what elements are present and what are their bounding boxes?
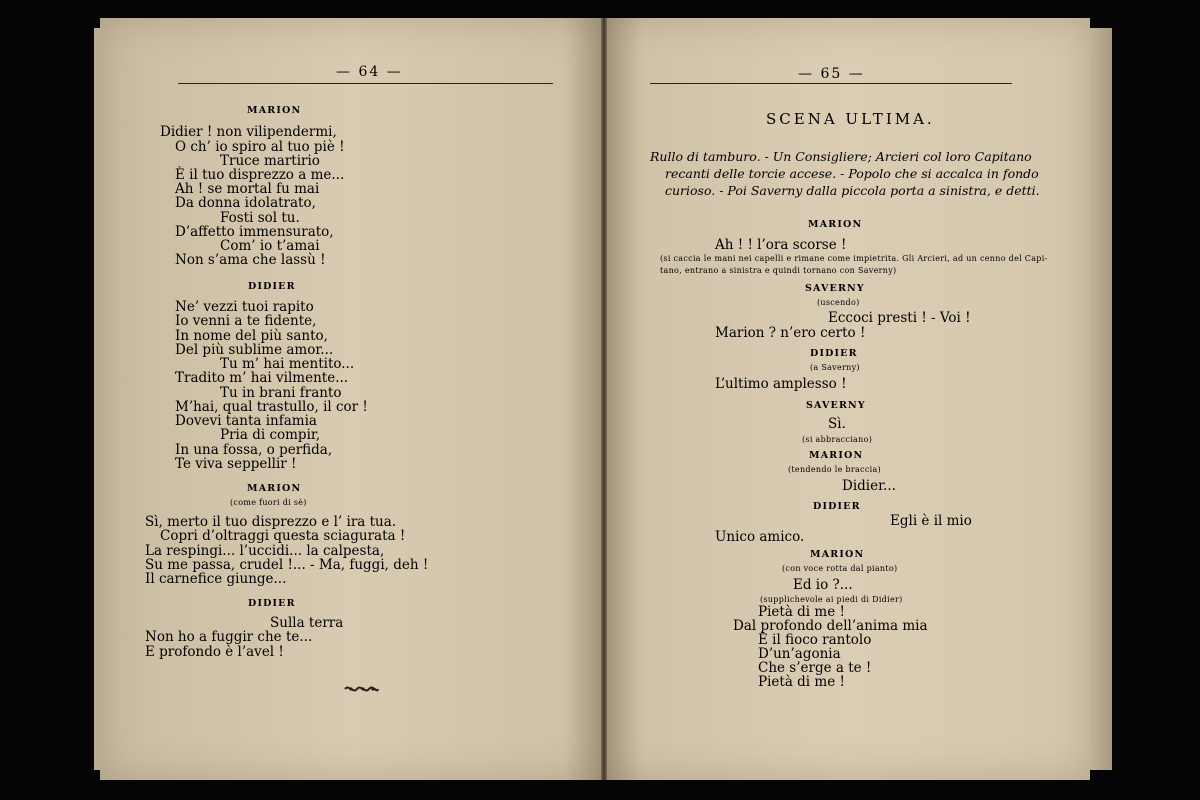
left-verse-line: Com’ io t’amai — [220, 238, 320, 254]
left-page-number: — 64 — — [336, 64, 403, 80]
left-speaker-name: MARION — [247, 483, 302, 494]
left-verse-line: D’affetto immensurato, — [175, 224, 334, 240]
left-speaker-name: DIDIER — [248, 281, 296, 292]
left-verse-line: Dovevi tanta infamia — [175, 413, 317, 429]
right-stage-direction: (a Saverny) — [810, 363, 860, 372]
left-speaker-name: MARION — [247, 105, 302, 116]
right-verse-line: Unico amico. — [715, 529, 805, 545]
left-verse-line: Fosti sol tu. — [220, 210, 300, 226]
right-verse-line: Dal profondo dell’anima mia — [733, 618, 928, 634]
ornament-icon — [343, 683, 379, 695]
left-verse-line: Tu in brani franto — [220, 385, 342, 401]
left-verse-line: Truce martirio — [220, 153, 320, 169]
right-verse-line: Didier... — [842, 478, 896, 494]
right-stage-direction: (supplichevole ai piedi di Didier) — [760, 595, 903, 604]
left-verse-line: Copri d’oltraggi questa sciagurata ! — [160, 528, 406, 544]
right-verse-line: L’ultimo amplesso ! — [715, 376, 847, 392]
right-scene-direction: Rullo di tamburo. - Un Consigliere; Arcieri col loro Capitano — [650, 149, 1032, 164]
right-speaker-name: MARION — [810, 549, 865, 560]
left-verse-line: Te viva seppellir ! — [175, 456, 297, 472]
right-page-number: — 65 — — [798, 66, 865, 82]
left-verse-line: Didier ! non vilipendermi, — [160, 124, 337, 140]
left-verse-line: M’hai, qual trastullo, il cor ! — [175, 399, 368, 415]
right-speaker-name: SAVERNY — [805, 283, 865, 294]
right-stage-direction: (tendendo le braccia) — [788, 465, 881, 474]
left-verse-line: È il tuo disprezzo a me... — [175, 167, 345, 183]
left-verse-line: Non ho a fuggir che te... — [145, 629, 313, 645]
right-stage-direction: (uscendo) — [817, 298, 860, 307]
left-verse-line: Pria di compir, — [220, 427, 321, 443]
left-verse-line: Non s’ama che lassù ! — [175, 252, 326, 268]
right-header-rule — [650, 83, 1012, 84]
right-page-edge — [1088, 28, 1112, 770]
left-verse-line: Tradito m’ hai vilmente... — [175, 370, 349, 386]
left-verse-line: Sulla terra — [270, 615, 344, 631]
right-verse-line: Eccoci presti ! - Voi ! — [828, 310, 971, 326]
right-stage-direction: (si caccia le mani nei capelli e rimane come impietrita. Gli Arcieri, ad un cenno del Capi- — [660, 254, 1048, 263]
left-stage-direction: (come fuori di sè) — [230, 498, 307, 507]
right-speaker-name: DIDIER — [813, 501, 861, 512]
left-verse-line: Tu m’ hai mentito... — [220, 356, 355, 372]
left-verse-line: Da donna idolatrato, — [175, 195, 316, 211]
left-verse-line: E profondo è l’avel ! — [145, 644, 284, 660]
right-stage-direction: (con voce rotta dal pianto) — [782, 564, 898, 573]
right-scene-direction: recanti delle torcie accese. - Popolo che si accalca in fondo — [665, 166, 1039, 181]
right-speaker-name: SAVERNY — [806, 400, 866, 411]
right-verse-line: Sì. — [828, 416, 846, 432]
right-verse-line: D’un’agonia — [758, 646, 841, 662]
left-verse-line: Su me passa, crudel !... - Ma, fuggi, deh ! — [145, 557, 429, 573]
left-verse-line: La respingi... l’uccidi... la calpesta, — [145, 543, 385, 559]
right-verse-line: Marion ? n’ero certo ! — [715, 325, 866, 341]
left-verse-line: In nome del più santo, — [175, 328, 328, 344]
right-speaker-name: MARION — [809, 450, 864, 461]
left-verse-line: Il carnefice giunge... — [145, 571, 287, 587]
left-verse-line: O ch’ io spiro al tuo piè ! — [175, 139, 345, 155]
left-verse-line: Io venni a te fidente, — [175, 313, 317, 329]
left-verse-line: Sì, merto il tuo disprezzo e l’ ira tua. — [145, 514, 397, 530]
book-spine — [601, 18, 607, 780]
right-verse-line: Ah ! ! l’ora scorse ! — [715, 237, 847, 253]
right-verse-line: Ed io ?... — [793, 577, 853, 593]
left-header-rule — [178, 83, 553, 84]
left-verse-line: In una fossa, o perfida, — [175, 442, 333, 458]
left-speaker-name: DIDIER — [248, 598, 296, 609]
right-verse-line: È il fioco rantolo — [758, 632, 872, 648]
right-verse-line: Pietà di me ! — [758, 604, 845, 620]
left-verse-line: Ah ! se mortal fu mai — [175, 181, 320, 197]
right-verse-line: Egli è il mio — [890, 513, 972, 529]
left-verse-line: Del più sublime amor... — [175, 342, 334, 358]
scene-title: SCENA ULTIMA. — [766, 110, 935, 128]
right-stage-direction: tano, entrano a sinistra e quindi tornano con Saverny) — [660, 266, 897, 275]
right-speaker-name: DIDIER — [810, 348, 858, 359]
right-speaker-name: MARION — [808, 219, 863, 230]
right-verse-line: Che s’erge a te ! — [758, 660, 872, 676]
left-verse-line: Ne’ vezzi tuoi rapito — [175, 299, 314, 315]
right-verse-line: Pietà di me ! — [758, 674, 845, 690]
right-stage-direction: (si abbracciano) — [802, 435, 873, 444]
right-scene-direction: curioso. - Poi Saverny dalla piccola porta a sinistra, e detti. — [665, 183, 1040, 198]
